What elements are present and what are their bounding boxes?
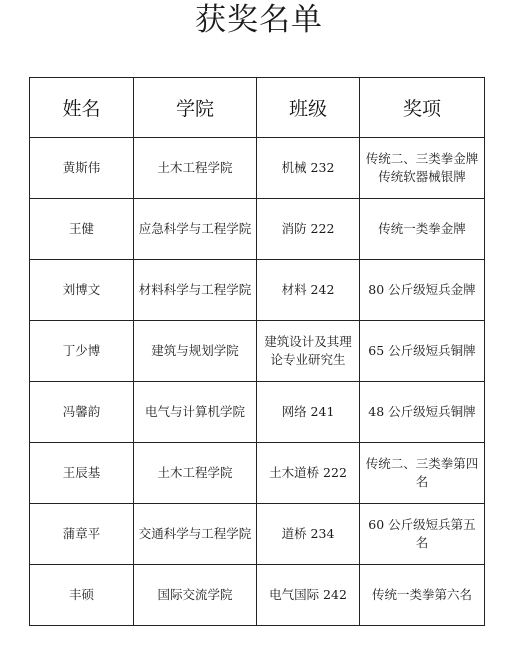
cell-award: 传统二、三类拳金牌 传统软器械银牌: [360, 138, 485, 199]
cell-award: 60 公斤级短兵第五名: [360, 504, 485, 565]
table-row: [30, 138, 485, 199]
cell-award: 65 公斤级短兵铜牌: [360, 321, 485, 382]
cell-award: 48 公斤级短兵铜牌: [360, 382, 485, 443]
cell-college: 材料科学与工程学院: [134, 260, 257, 321]
header-class: 班级: [257, 78, 360, 138]
cell-award: 80 公斤级短兵金牌: [360, 260, 485, 321]
cell-name: 蒲章平: [30, 504, 134, 565]
cell-award: 传统一类拳第六名: [360, 565, 485, 626]
cell-name: 丰硕: [30, 565, 134, 626]
award-table: [29, 77, 485, 626]
cell-college: 电气与计算机学院: [134, 382, 257, 443]
cell-class: 道桥 234: [257, 504, 360, 565]
cell-college: 土木工程学院: [134, 138, 257, 199]
page-title: 获奖名单: [195, 2, 323, 38]
cell-name: 刘博文: [30, 260, 134, 321]
table-row: [30, 382, 485, 443]
cell-class: 网络 241: [257, 382, 360, 443]
cell-college: 建筑与规划学院: [134, 321, 257, 382]
table-row: [30, 321, 485, 382]
cell-class: 电气国际 242: [257, 565, 360, 626]
cell-class: 消防 222: [257, 199, 360, 260]
cell-name: 冯馨韵: [30, 382, 134, 443]
table-row: [30, 443, 485, 504]
cell-college: 应急科学与工程学院: [134, 199, 257, 260]
table-row: [30, 565, 485, 626]
cell-class: 机械 232: [257, 138, 360, 199]
header-college: 学院: [134, 78, 257, 138]
header-name: 姓名: [30, 78, 134, 138]
cell-college: 国际交流学院: [134, 565, 257, 626]
cell-name: 黄斯伟: [30, 138, 134, 199]
table-row: [30, 504, 485, 565]
cell-name: 王健: [30, 199, 134, 260]
cell-college: 交通科学与工程学院: [134, 504, 257, 565]
cell-class: 材料 242: [257, 260, 360, 321]
cell-name: 王辰基: [30, 443, 134, 504]
cell-class: 建筑设计及其理论专业研究生: [257, 321, 360, 382]
table-row: [30, 199, 485, 260]
table-row: [30, 260, 485, 321]
cell-college: 土木工程学院: [134, 443, 257, 504]
cell-award: 传统二、三类拳第四名: [360, 443, 485, 504]
cell-award: 传统一类拳金牌: [360, 199, 485, 260]
cell-class: 土木道桥 222: [257, 443, 360, 504]
table-header-row: [30, 78, 485, 138]
header-award: 奖项: [360, 78, 485, 138]
cell-name: 丁少博: [30, 321, 134, 382]
